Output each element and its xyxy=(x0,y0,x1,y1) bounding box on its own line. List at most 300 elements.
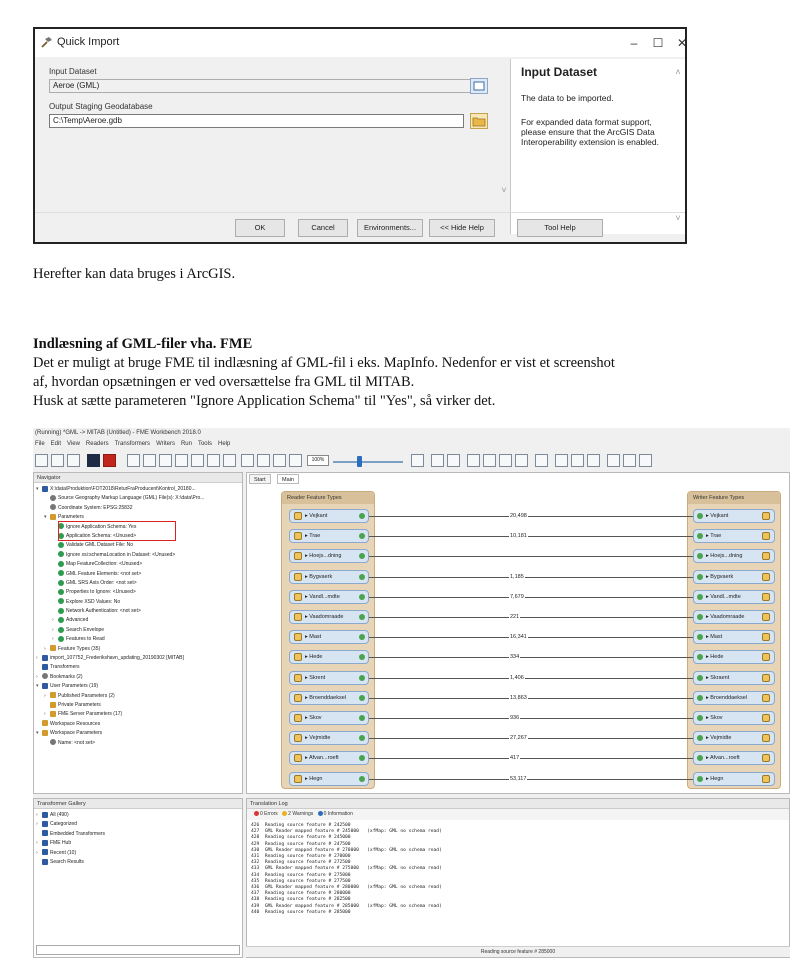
input-port[interactable] xyxy=(697,654,703,660)
pan-icon[interactable] xyxy=(257,454,270,467)
writer-feature-type[interactable] xyxy=(693,509,775,523)
feature-type-icon xyxy=(294,653,302,661)
environments-button[interactable]: Environments... xyxy=(357,219,423,237)
connection-line[interactable] xyxy=(369,718,693,719)
feature-type-icon xyxy=(294,775,302,783)
connection-line[interactable] xyxy=(369,738,693,739)
tree-item-label: GML Feature Elements: <not set> xyxy=(66,570,142,577)
feature-type-icon xyxy=(762,653,770,661)
tree-item-label: Transformers xyxy=(50,664,80,671)
tree-item[interactable] xyxy=(36,849,240,858)
input-port[interactable] xyxy=(697,574,703,580)
log-errors[interactable]: 0 Errors xyxy=(260,811,278,817)
menu-item[interactable]: Help xyxy=(217,441,231,447)
tree-node-icon xyxy=(50,702,56,708)
connection-line[interactable] xyxy=(369,597,693,598)
reader-feature-type[interactable] xyxy=(289,691,369,705)
feature-type-icon xyxy=(294,593,302,601)
writer-feature-type[interactable] xyxy=(693,671,775,685)
feature-type-icon xyxy=(294,714,302,722)
tree-node-icon xyxy=(58,542,64,548)
menu-item[interactable]: Tools xyxy=(197,441,212,447)
reader-feature-type[interactable] xyxy=(289,590,369,604)
gallery-tree xyxy=(36,811,240,867)
paragraph-arcgis: Herefter kan data bruges i ArcGIS. xyxy=(33,266,236,282)
output-port[interactable] xyxy=(359,735,365,741)
feature-type-icon xyxy=(762,734,770,742)
writer-feature-type[interactable] xyxy=(693,529,775,543)
feature-type-icon xyxy=(294,674,302,682)
navigator-header: Navigator xyxy=(34,473,242,483)
writer-feature-type-label: ▸ Skraent xyxy=(706,674,730,681)
feature-type-icon xyxy=(294,573,302,581)
expand-arrow-icon[interactable]: › xyxy=(44,645,46,652)
reader-feature-type[interactable] xyxy=(289,711,369,725)
feature-count: 27,267 xyxy=(510,735,527,742)
writer-feature-type[interactable] xyxy=(693,731,775,745)
gallery-header: Transformer Gallery xyxy=(34,799,242,809)
feature-type-icon xyxy=(294,694,302,702)
tree-item-label: Coordinate System: EPSG:25832 xyxy=(58,504,133,511)
expand-arrow-icon[interactable]: ▾ xyxy=(36,730,39,737)
distribute-icon[interactable] xyxy=(483,454,496,467)
input-port[interactable] xyxy=(697,675,703,681)
tree-item-label: GML SRS Axis Order: <not set> xyxy=(66,579,137,586)
hide-help-button[interactable]: << Hide Help xyxy=(429,219,495,237)
tree-item[interactable] xyxy=(36,551,240,560)
feature-type-icon xyxy=(762,694,770,702)
reader-feature-type[interactable] xyxy=(289,630,369,644)
tree-item[interactable] xyxy=(36,570,240,579)
reader-feature-type-label: ▸ Vandl...mdte xyxy=(305,593,340,600)
tree-item[interactable] xyxy=(36,710,240,719)
zoom-in-icon[interactable] xyxy=(273,454,286,467)
tree-item-label: FME Hub xyxy=(50,840,72,847)
expand-arrow-icon[interactable]: ▾ xyxy=(36,486,39,492)
output-port[interactable] xyxy=(359,755,365,761)
tree-node-icon xyxy=(42,664,48,670)
feature-count: 221 xyxy=(510,614,520,620)
input-port[interactable] xyxy=(697,513,703,519)
input-dataset-label: Input Dataset xyxy=(49,67,97,76)
reader-feature-type[interactable] xyxy=(289,549,369,563)
feature-count: 334 xyxy=(510,654,520,661)
zoom-fit-icon[interactable] xyxy=(411,454,424,467)
output-port[interactable] xyxy=(359,594,365,600)
reader-feature-type[interactable] xyxy=(289,610,369,624)
input-port[interactable] xyxy=(697,755,703,761)
close-button[interactable]: ✕ xyxy=(676,36,688,50)
tree-item[interactable] xyxy=(36,729,240,738)
tree-item[interactable] xyxy=(36,811,240,820)
feature-count: 936 xyxy=(510,715,520,721)
expand-arrow-icon[interactable]: › xyxy=(36,673,38,680)
reader-feature-type[interactable] xyxy=(289,509,369,523)
feature-count: 10,181 xyxy=(510,533,527,540)
scroll-up-icon[interactable]: ˄ xyxy=(675,67,681,77)
tree-node-icon xyxy=(58,636,64,642)
ok-button[interactable]: OK xyxy=(235,219,285,237)
input-port[interactable] xyxy=(697,776,703,782)
input-port[interactable] xyxy=(697,735,703,741)
tree-item-label: Bookmarks (2) xyxy=(50,673,83,680)
tree-item[interactable] xyxy=(36,504,240,513)
tree-item[interactable] xyxy=(36,692,240,701)
feature-count: 417 xyxy=(510,755,520,762)
paste-icon[interactable] xyxy=(191,454,204,467)
writer-feature-type[interactable] xyxy=(693,711,775,725)
connection-line[interactable] xyxy=(369,617,693,618)
output-port[interactable] xyxy=(359,574,365,580)
connection-line[interactable] xyxy=(369,556,693,557)
tree-node-icon xyxy=(58,598,64,604)
feature-count: 13,863 xyxy=(510,694,527,701)
log-toolbar xyxy=(247,809,789,820)
output-port[interactable] xyxy=(359,553,365,559)
error-icon xyxy=(254,811,259,816)
stop-icon[interactable] xyxy=(103,454,116,467)
transformer-gallery-panel xyxy=(33,798,243,958)
tree-node-icon xyxy=(42,683,48,689)
minimize-button[interactable]: – xyxy=(630,36,638,50)
feature-type-icon xyxy=(294,512,302,520)
reader-feature-type[interactable] xyxy=(289,671,369,685)
connection-line[interactable] xyxy=(369,536,693,537)
reader-feature-type-label: ▸ Hede xyxy=(305,654,323,661)
writer-feature-type-label: ▸ Trae xyxy=(706,533,722,540)
tree-node-icon xyxy=(58,570,64,576)
connection-line[interactable] xyxy=(369,678,693,679)
writer-feature-type-label: ▸ Vejkant xyxy=(706,513,729,519)
reader-feature-type-label: ▸ Mast xyxy=(305,634,322,641)
body-line-3: Husk at sætte parameteren "Ignore Application Schema" til "Yes", så virker det. xyxy=(33,393,496,409)
menu-item[interactable]: File xyxy=(35,441,45,447)
reader-feature-type[interactable] xyxy=(289,751,369,765)
window-icon[interactable] xyxy=(607,454,620,467)
input-port[interactable] xyxy=(697,634,703,640)
connection-line[interactable] xyxy=(369,779,693,780)
pause-icon[interactable] xyxy=(87,454,100,467)
gallery-search-input[interactable] xyxy=(36,945,240,955)
reader-feature-type-label: ▸ Afvan...roeft xyxy=(305,755,339,762)
tree-item-label: User Parameters (19) xyxy=(50,683,99,690)
ignore-schema-highlight xyxy=(58,521,176,541)
connection-line[interactable] xyxy=(369,758,693,759)
tree-item[interactable] xyxy=(36,701,240,710)
tree-item[interactable] xyxy=(36,839,240,848)
output-port[interactable] xyxy=(359,715,365,721)
writer-feature-type-label: ▸ Afvan...roeft xyxy=(706,755,740,762)
tab-start[interactable]: Start xyxy=(249,474,271,484)
log-warnings[interactable]: 2 Warnings xyxy=(288,811,314,817)
output-gdb-field[interactable]: C:\Temp\Aeroe.gdb xyxy=(49,114,464,128)
output-port[interactable] xyxy=(359,513,365,519)
annotation-icon[interactable] xyxy=(515,454,528,467)
tree-item[interactable] xyxy=(36,598,240,607)
input-port[interactable] xyxy=(697,553,703,559)
feature-type-icon xyxy=(762,573,770,581)
tree-item[interactable] xyxy=(36,494,240,503)
browse-input-button[interactable] xyxy=(470,78,488,94)
reader-feature-type-label: ▸ Hegn xyxy=(305,775,323,782)
writer-feature-type-label: ▸ Vaadomraade xyxy=(706,614,745,620)
input-port[interactable] xyxy=(697,614,703,620)
feature-type-icon xyxy=(294,633,302,641)
tree-item-label: Search Results xyxy=(50,858,84,865)
menu-item[interactable]: Run xyxy=(180,441,192,447)
tree-node-icon xyxy=(58,627,64,633)
help-title: Input Dataset xyxy=(521,65,598,79)
tree-item[interactable] xyxy=(36,645,240,654)
reader-feature-type[interactable] xyxy=(289,731,369,745)
expand-arrow-icon[interactable]: ▾ xyxy=(44,514,47,521)
feature-type-icon xyxy=(294,734,302,742)
writer-feature-type[interactable] xyxy=(693,630,775,644)
input-port[interactable] xyxy=(697,594,703,600)
menu-item[interactable]: View xyxy=(67,441,80,447)
connection-line[interactable] xyxy=(369,516,693,517)
zoom-slider[interactable] xyxy=(333,461,403,463)
expand-arrow-icon[interactable]: › xyxy=(44,692,46,699)
workspace-canvas xyxy=(246,472,790,794)
input-port[interactable] xyxy=(697,533,703,539)
output-gdb-label: Output Staging Geodatabase xyxy=(49,102,153,111)
writer-bookmark-title: Writer Feature Types xyxy=(688,492,780,504)
writer-feature-type[interactable] xyxy=(693,650,775,664)
layout-icon[interactable] xyxy=(431,454,444,467)
feature-type-icon xyxy=(762,633,770,641)
writer-feature-type-label: ▸ Vejmidte xyxy=(706,735,732,742)
expand-arrow-icon[interactable]: › xyxy=(36,821,38,828)
tree-node-icon xyxy=(50,645,56,651)
expand-arrow-icon[interactable]: › xyxy=(52,617,54,624)
tree-item[interactable] xyxy=(36,485,240,494)
find-icon[interactable] xyxy=(127,454,140,467)
tree-node-icon xyxy=(42,830,48,836)
grid-icon[interactable] xyxy=(571,454,584,467)
tree-item[interactable] xyxy=(36,820,240,829)
tree-node-icon xyxy=(58,561,64,567)
feature-type-icon xyxy=(762,754,770,762)
open-icon[interactable] xyxy=(51,454,64,467)
tree-item[interactable] xyxy=(36,579,240,588)
tree-item-label: FME Server Parameters (17) xyxy=(58,711,123,718)
tree-item-label: Search Envelope xyxy=(66,626,105,633)
tree-item[interactable] xyxy=(36,654,240,663)
dataset-icon xyxy=(471,79,487,93)
connection-line[interactable] xyxy=(369,657,693,658)
reader-feature-type-label: ▸ Bygvaerk xyxy=(305,573,333,580)
tree-node-icon xyxy=(58,608,64,614)
tree-item[interactable] xyxy=(36,541,240,550)
input-port[interactable] xyxy=(697,695,703,701)
feature-type-icon xyxy=(762,775,770,783)
expand-arrow-icon[interactable]: › xyxy=(36,849,38,856)
tree-item[interactable] xyxy=(36,560,240,569)
reader-feature-type[interactable] xyxy=(289,650,369,664)
tree-item[interactable] xyxy=(36,635,240,644)
layout-2-icon[interactable] xyxy=(447,454,460,467)
cancel-button[interactable]: Cancel xyxy=(298,219,348,237)
search-icon[interactable] xyxy=(143,454,156,467)
reader-feature-type[interactable] xyxy=(289,570,369,584)
tree-item-label: Ignore Application Schema: Yes xyxy=(66,523,137,530)
feature-type-icon xyxy=(294,552,302,560)
toolbar xyxy=(35,452,675,470)
tree-node-icon xyxy=(42,720,48,726)
output-port[interactable] xyxy=(359,614,365,620)
tree-node-icon xyxy=(42,859,48,865)
zoom-out-icon[interactable] xyxy=(289,454,302,467)
expand-arrow-icon[interactable]: › xyxy=(52,626,54,633)
save-icon[interactable] xyxy=(67,454,80,467)
undo-icon[interactable] xyxy=(207,454,220,467)
select-icon[interactable] xyxy=(241,454,254,467)
output-port[interactable] xyxy=(359,654,365,660)
tree-node-icon xyxy=(58,551,64,557)
print-icon[interactable] xyxy=(587,454,600,467)
input-dataset-field[interactable]: Aeroe (GML) xyxy=(49,79,477,93)
output-port[interactable] xyxy=(359,675,365,681)
feature-type-icon xyxy=(294,754,302,762)
reader-feature-type[interactable] xyxy=(289,529,369,543)
expand-arrow-icon[interactable]: › xyxy=(52,636,54,643)
connection-line[interactable] xyxy=(369,577,693,578)
tree-item-label: Source Geography Markup Language (GML) File(s): X:\data\Pro... xyxy=(58,495,205,502)
tree-item-label: Name: <not set> xyxy=(58,739,95,746)
tree-node-icon xyxy=(42,486,48,492)
tree-item[interactable] xyxy=(36,616,240,625)
tree-item[interactable] xyxy=(36,682,240,691)
tool-help-button[interactable]: Tool Help xyxy=(517,219,603,237)
tree-item[interactable] xyxy=(36,663,240,672)
tab-main[interactable]: Main xyxy=(277,474,299,484)
tree-item-label: Application Schema: <Unused> xyxy=(66,532,137,539)
cut-icon[interactable] xyxy=(159,454,172,467)
window-3-icon[interactable] xyxy=(639,454,652,467)
menu-bar xyxy=(35,441,236,447)
expand-arrow-icon[interactable]: › xyxy=(36,655,38,662)
tree-item-label: All (490) xyxy=(50,812,69,818)
output-port[interactable] xyxy=(359,776,365,782)
menu-item[interactable]: Transformers xyxy=(114,441,151,447)
log-info[interactable]: 0 Information xyxy=(323,811,353,817)
writer-feature-type[interactable] xyxy=(693,691,775,705)
tree-node-icon xyxy=(50,711,56,717)
window-2-icon[interactable] xyxy=(623,454,636,467)
tree-item-label: Recent (10) xyxy=(50,849,77,856)
tree-item-label: Network Authentication: <not set> xyxy=(66,608,141,615)
feature-type-icon xyxy=(294,613,302,621)
feature-type-icon xyxy=(762,512,770,520)
align-icon[interactable] xyxy=(467,454,480,467)
maximize-button[interactable]: ☐ xyxy=(652,36,664,50)
dialog-titlebar xyxy=(35,29,688,57)
feature-type-icon xyxy=(762,674,770,682)
tree-item-label: Advanced xyxy=(66,617,89,624)
tree-node-icon xyxy=(42,849,48,855)
feature-count: 20,498 xyxy=(510,513,527,519)
tree-item-label: Categorized xyxy=(50,821,77,828)
tree-item[interactable] xyxy=(36,830,240,839)
copy-icon[interactable] xyxy=(175,454,188,467)
connection-line[interactable] xyxy=(369,637,693,638)
reader-feature-type-label: ▸ Hoejs...dning xyxy=(305,553,342,560)
tree-item[interactable] xyxy=(36,739,240,748)
writer-feature-type[interactable] xyxy=(693,610,775,624)
tree-node-icon xyxy=(58,580,64,586)
tree-item-label: Embedded Transformers xyxy=(50,830,106,837)
writer-feature-type[interactable] xyxy=(693,590,775,604)
section-heading: Indlæsning af GML-filer vha. FME xyxy=(33,336,253,352)
tree-node-icon xyxy=(42,840,48,846)
tree-item-label: Properties to Ignore: <Unused> xyxy=(66,589,136,596)
dialog-title: Quick Import xyxy=(57,36,120,48)
output-port[interactable] xyxy=(359,695,365,701)
wand-icon[interactable] xyxy=(535,454,548,467)
writer-feature-type[interactable] xyxy=(693,772,775,786)
left-scroll-down-icon[interactable]: ˅ xyxy=(501,185,507,195)
expand-arrow-icon[interactable]: › xyxy=(36,812,38,818)
zoom-slider-knob[interactable] xyxy=(357,456,362,467)
scroll-down-icon[interactable]: ˅ xyxy=(675,213,681,223)
writer-feature-type[interactable] xyxy=(693,751,775,765)
reader-feature-type-label: ▸ Vejkant xyxy=(305,513,328,519)
menu-item[interactable]: Edit xyxy=(50,441,62,447)
status-bar: Reading source feature # 285000 xyxy=(246,946,790,957)
log-text: 426 Reading source feature # 242500 427 GML Reader mapped feature # 245000 (xfMap: GML no schema read) 428 Reading source feature # 245000 429 Reading source feature # 247500 430 GML Reader mapped feature # 270000 (xfMap: GML no schema read) 431 Reading source feature # 270000 432 Reading source feature # 272500 433 GML Reader mapped feature # 275000 (xfMap: GML no schema read) 434 Reading source feature # 275000 435 Reading source feature # 277500 436 GML Reader mapped feature # 280000 (xfMap: GML no schema read) 437 Reading source feature # 280000 438 Reading source feature # 282500 439 GML Reader mapped feature # 285000 (xfMap: GML no schema read) 440 Reading source feature # 285000 xyxy=(251,823,442,915)
new-icon[interactable] xyxy=(35,454,48,467)
feature-count: 7,679 xyxy=(510,593,524,600)
expand-arrow-icon[interactable]: › xyxy=(44,711,46,718)
navigator-panel xyxy=(33,472,243,794)
tree-item[interactable] xyxy=(36,607,240,616)
hammer-icon xyxy=(40,36,53,49)
output-port[interactable] xyxy=(359,634,365,640)
zoom-select[interactable]: 100% xyxy=(307,455,329,466)
input-port[interactable] xyxy=(697,715,703,721)
browse-output-button[interactable] xyxy=(470,113,488,129)
tree-item[interactable] xyxy=(36,588,240,597)
writer-feature-type-label: ▸ Hegn xyxy=(706,775,724,782)
tree-node-icon xyxy=(42,673,48,679)
expand-arrow-icon[interactable]: ▾ xyxy=(36,683,39,690)
menu-item[interactable]: Writers xyxy=(156,441,175,447)
warning-icon xyxy=(282,811,287,816)
bookmark-icon[interactable] xyxy=(499,454,512,467)
expand-arrow-icon[interactable]: › xyxy=(36,840,38,847)
tree-item[interactable] xyxy=(36,626,240,635)
body-line-1: Det er muligt at bruge FME til indlæsning af GML-fil i eks. MapInfo. Nedenfor er vist et screenshot xyxy=(33,355,615,371)
writer-feature-type[interactable] xyxy=(693,549,775,563)
tree-item-label: Features to Read xyxy=(66,636,105,643)
feature-type-icon xyxy=(762,593,770,601)
reader-feature-type[interactable] xyxy=(289,772,369,786)
translation-log-panel xyxy=(246,798,790,958)
tree-node-icon xyxy=(42,812,48,818)
output-port[interactable] xyxy=(359,533,365,539)
connection-line[interactable] xyxy=(369,698,693,699)
menu-item[interactable]: Readers xyxy=(85,441,109,447)
writer-feature-type-label: ▸ Bygvaerk xyxy=(706,573,734,580)
tree-item[interactable] xyxy=(36,720,240,729)
tree-item[interactable] xyxy=(36,858,240,867)
tree-item[interactable] xyxy=(36,673,240,682)
redo-icon[interactable] xyxy=(223,454,236,467)
tree-item-label: Validate GML Dataset File: No xyxy=(66,542,133,549)
writer-feature-type[interactable] xyxy=(693,570,775,584)
table-icon[interactable] xyxy=(555,454,568,467)
